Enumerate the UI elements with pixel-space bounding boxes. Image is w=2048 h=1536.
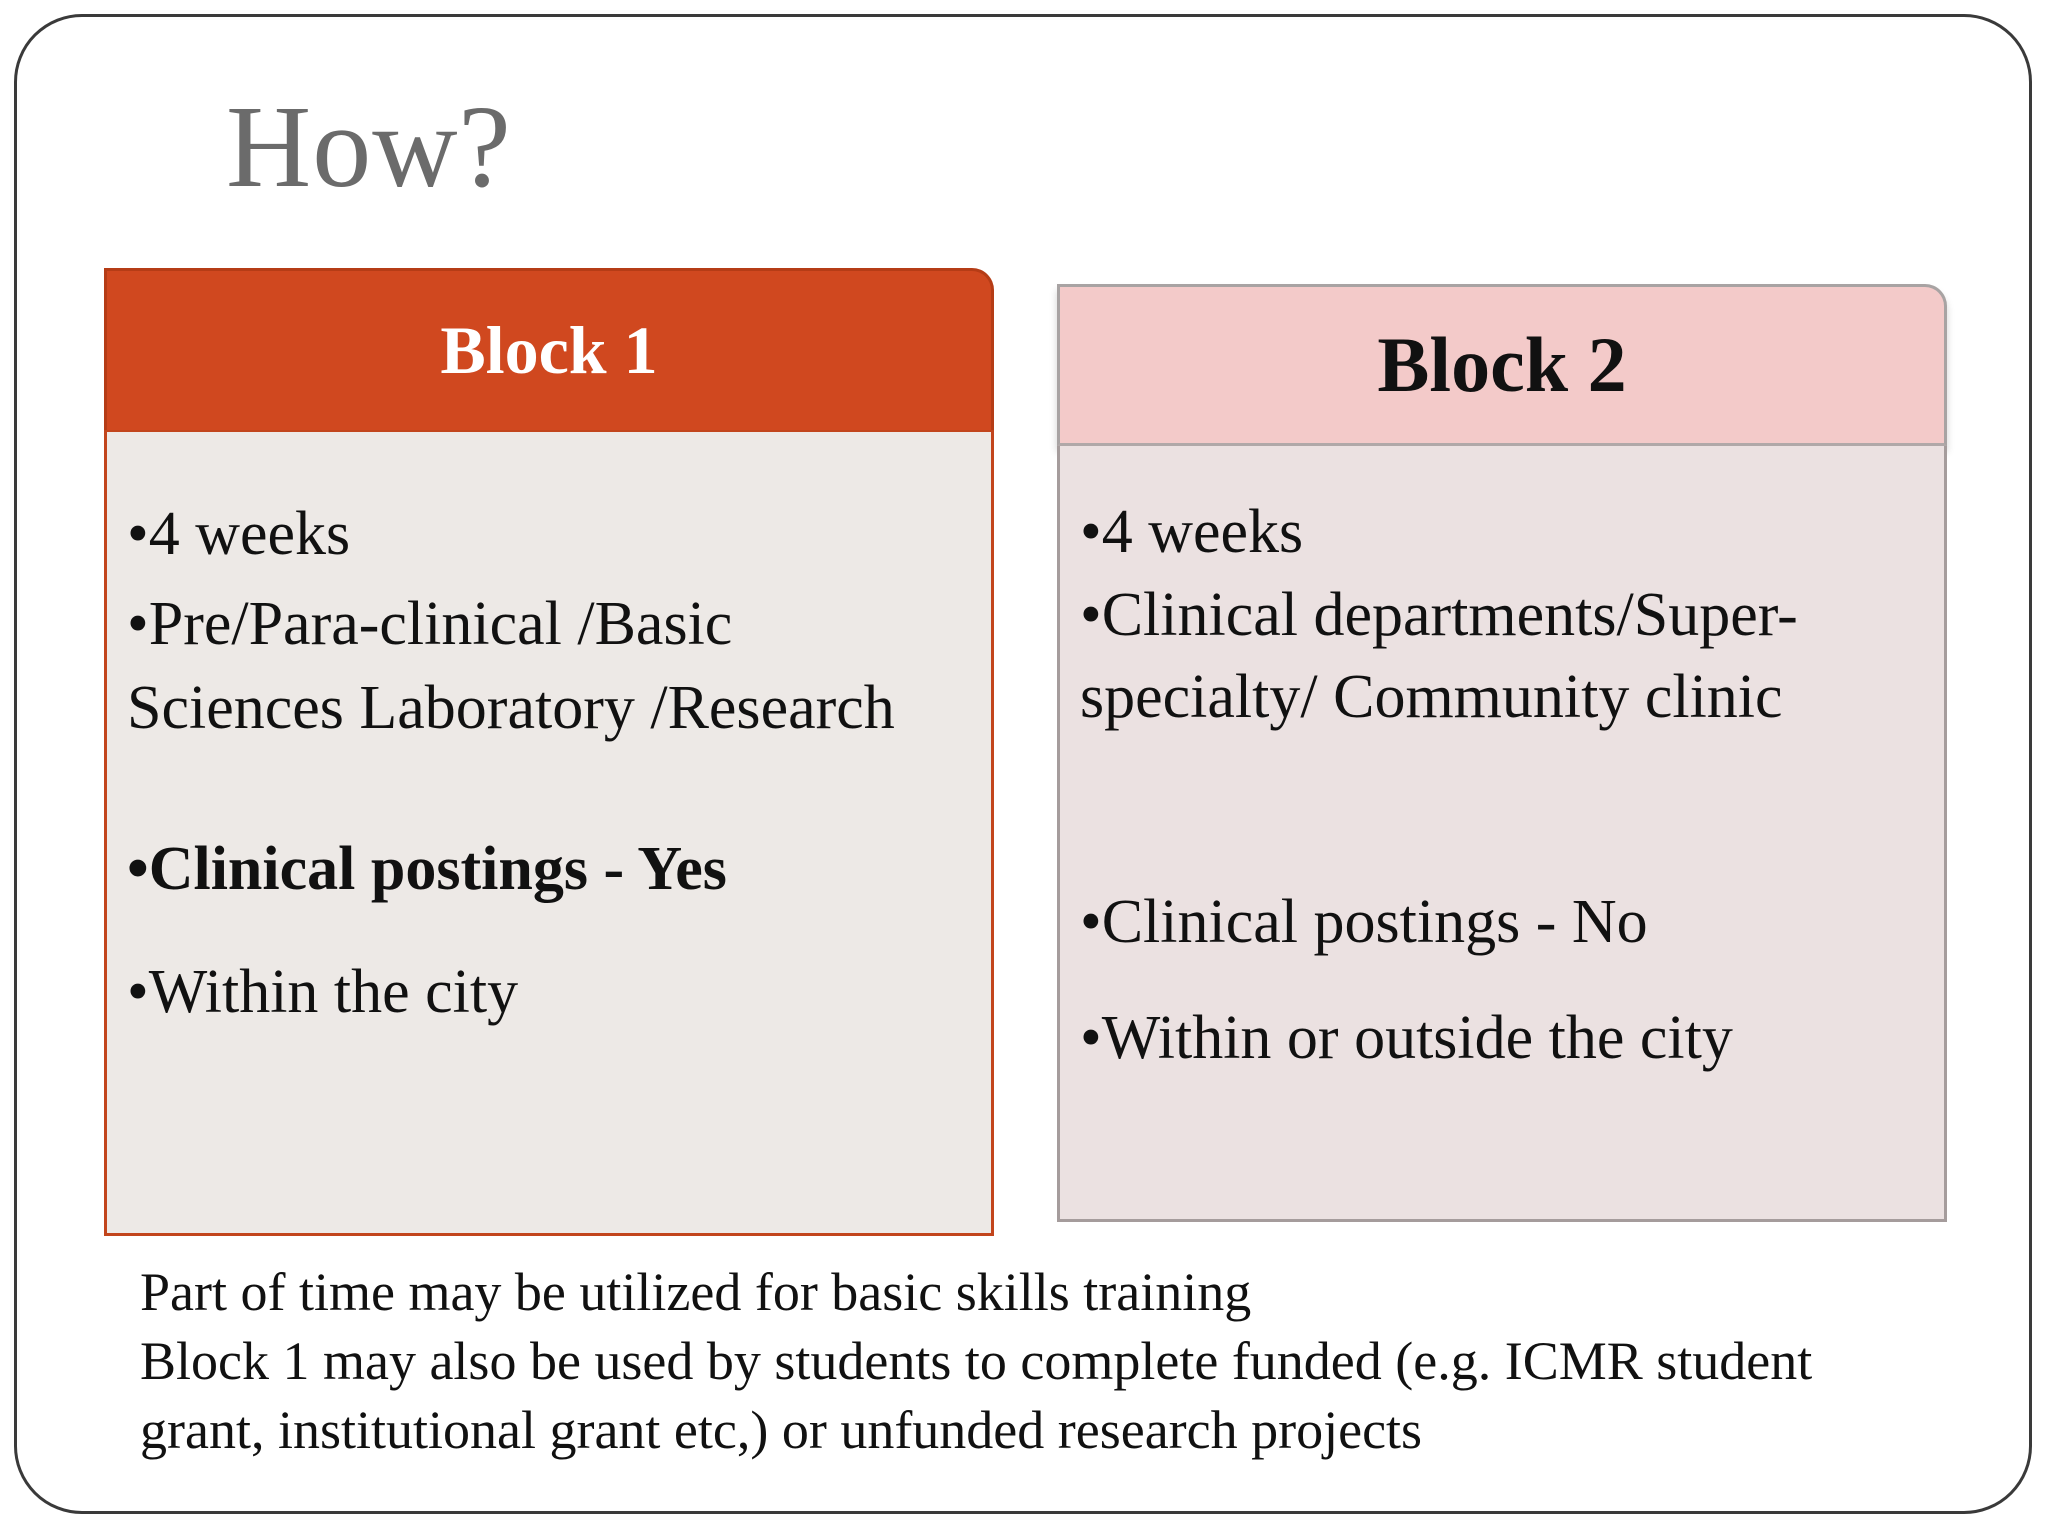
block-2-item-setting: •Clinical departments/Super-specialty/ Community clinic [1080,581,1798,731]
block-1-header: Block 1 [104,268,994,430]
footer-notes [140,1258,1940,1465]
block-2-header: Block 2 [1057,284,1947,446]
block-2-item-location: •Within or outside the city [1080,1004,1733,1072]
block-1-card [104,268,994,1236]
block-2-item-clinical-postings: •Clinical postings - No [1080,888,1648,956]
block-2-card [1057,284,1947,1222]
block-2-body [1057,446,1947,1222]
block-1-body [104,430,994,1236]
footer-note-research: Block 1 may also be used by students to complete funded (e.g. ICMR student grant, institutional grant etc,) or unfunded research projects [140,1331,1813,1460]
block-1-item-location: •Within the city [127,958,519,1026]
slide-title: How? [226,81,512,212]
block-2-item-duration: •4 weeks [1080,498,1304,566]
block-1-item-duration: •4 weeks [127,500,351,568]
block-1-item-clinical-postings: •Clinical postings - Yes [127,835,727,903]
block-1-item-setting: •Pre/Para-clinical /Basic Sciences Laboratory /Research [127,590,895,742]
footer-note-skills: Part of time may be utilized for basic skills training [140,1262,1252,1322]
